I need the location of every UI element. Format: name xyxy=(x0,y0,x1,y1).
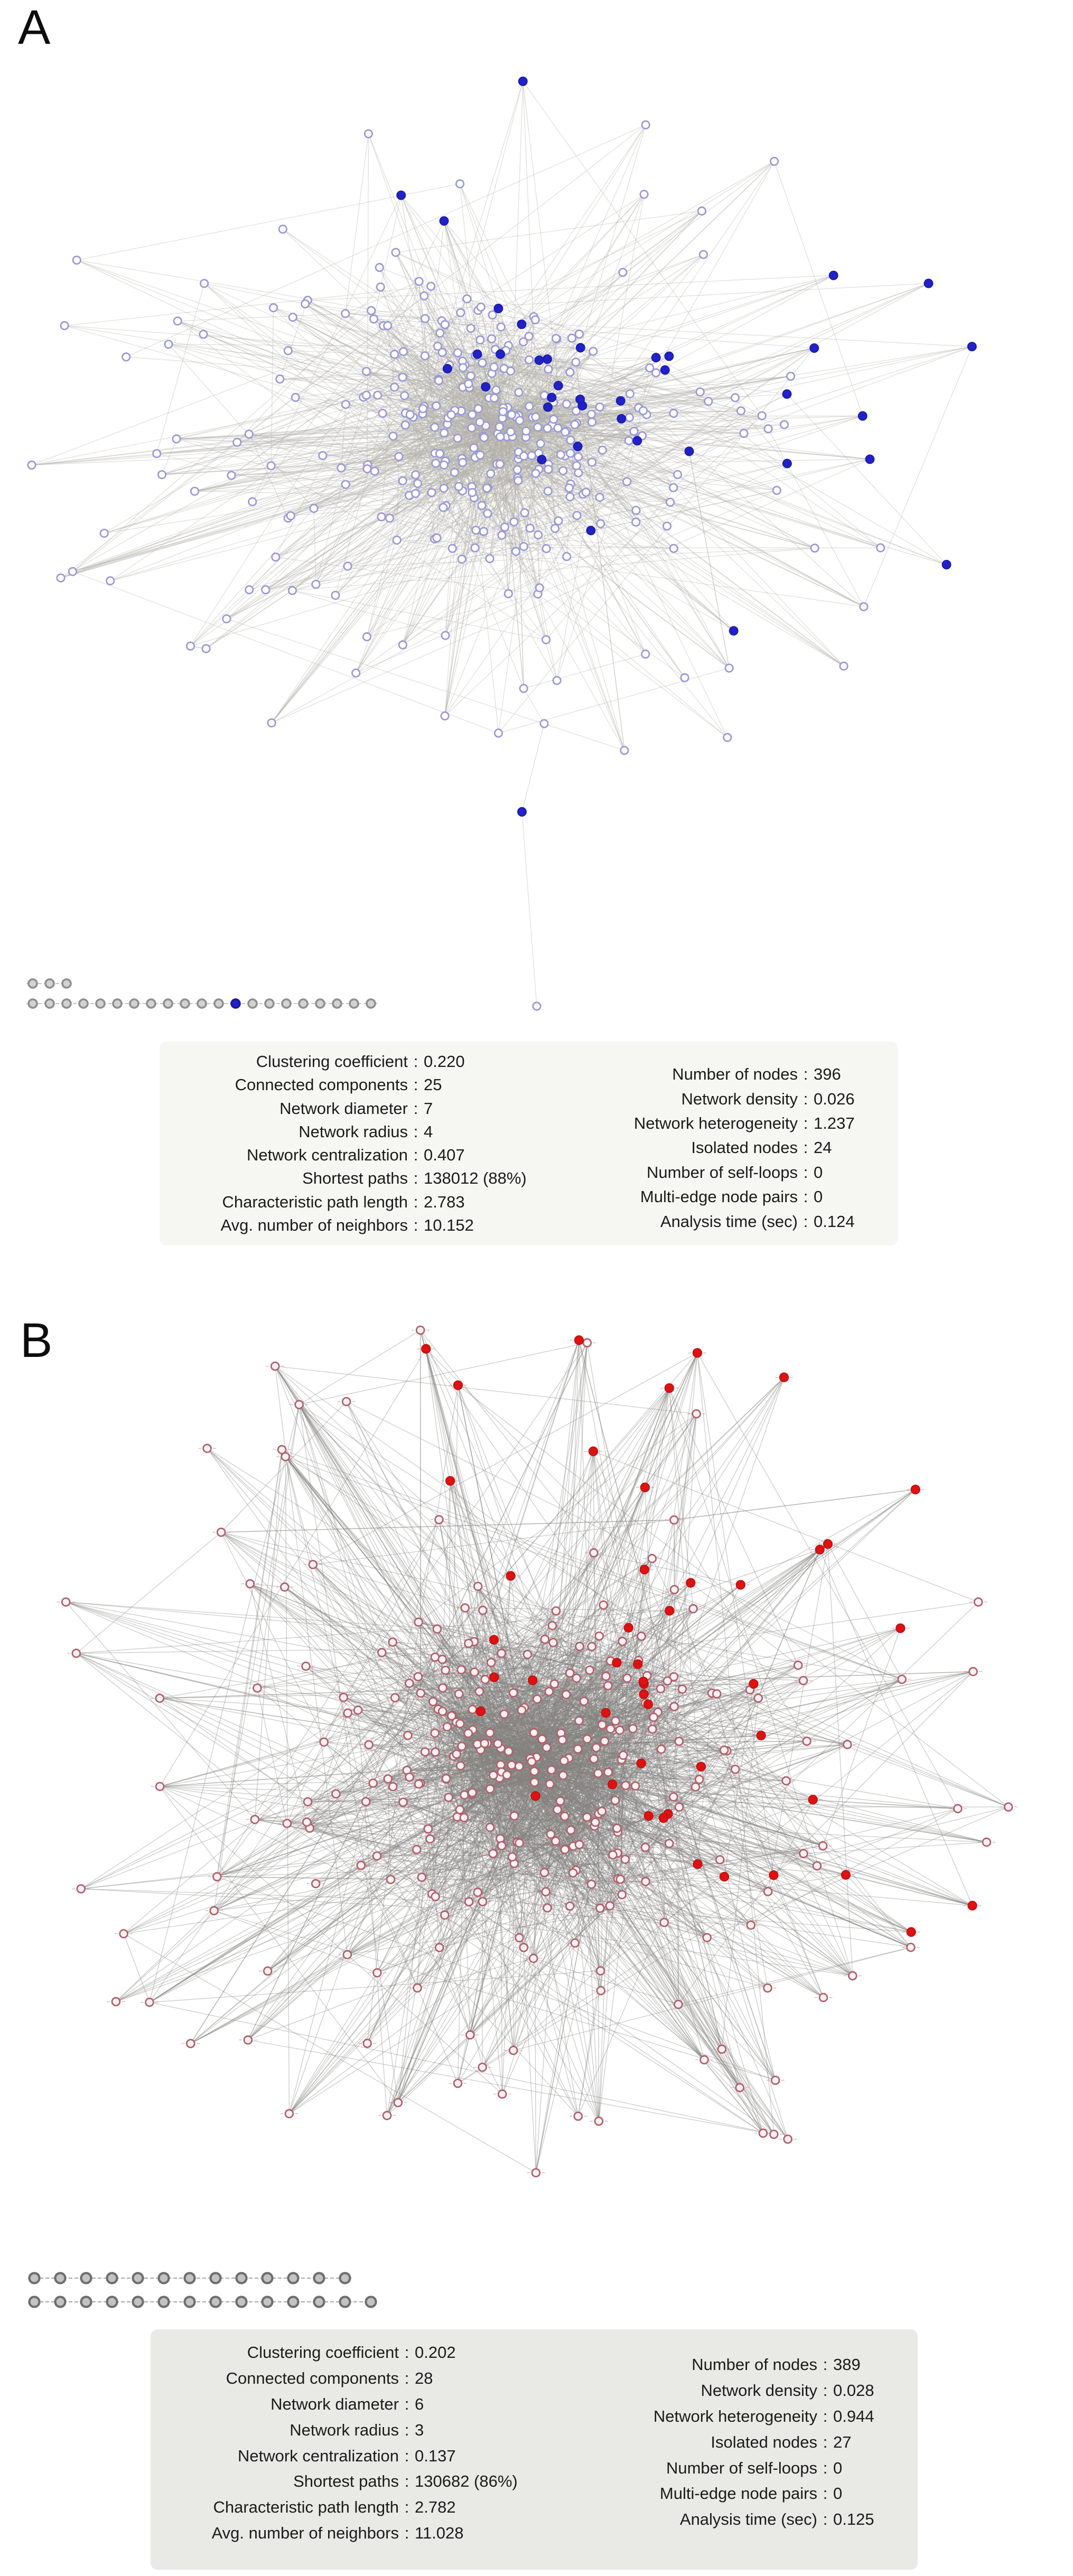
stat-label: Clustering coefficient xyxy=(247,2343,399,2362)
stat-label: Number of self-loops xyxy=(646,1163,798,1182)
stat-row-network-diameter xyxy=(174,1097,544,1120)
stat-value: 0.028 xyxy=(833,2381,874,2400)
stat-row-shortest-paths xyxy=(165,2469,535,2495)
stat-row-multi-edge-node-pairs xyxy=(565,2481,903,2507)
stat-value: 0 xyxy=(833,2458,843,2477)
stat-row-shortest-paths xyxy=(174,1167,544,1190)
stat-label: Analysis time (sec) xyxy=(660,1212,798,1231)
stat-label: Clustering coefficient xyxy=(256,1052,408,1071)
stat-value: 4 xyxy=(424,1122,433,1141)
stat-label: Connected components xyxy=(235,1075,408,1094)
stat-label: Isolated nodes xyxy=(711,2432,817,2451)
stat-colon: : xyxy=(404,2523,409,2542)
stat-row-network-centralization xyxy=(165,2443,535,2469)
stat-colon: : xyxy=(823,2406,828,2425)
stat-row-avg-number-of-neighbors xyxy=(174,1214,544,1237)
stat-value: 396 xyxy=(814,1065,841,1084)
stat-colon: : xyxy=(404,2446,409,2465)
stat-label: Number of nodes xyxy=(672,1065,798,1084)
stat-label: Network diameter xyxy=(270,2394,399,2413)
stat-value: 0 xyxy=(814,1163,823,1182)
stat-colon: : xyxy=(413,1215,418,1234)
network-a-stats-box xyxy=(160,1042,898,1245)
stat-row-analysis-time-sec- xyxy=(545,1209,883,1233)
stat-value: 0.026 xyxy=(814,1089,855,1108)
stat-row-network-centralization xyxy=(174,1144,544,1167)
stat-colon: : xyxy=(803,1065,808,1084)
stat-colon: : xyxy=(823,2510,828,2529)
stat-value: 24 xyxy=(814,1138,832,1157)
stat-value: 0 xyxy=(814,1187,823,1206)
stat-colon: : xyxy=(404,2394,409,2413)
stat-value: 0.137 xyxy=(415,2446,456,2465)
stat-value: 0 xyxy=(833,2484,843,2503)
stat-row-network-diameter xyxy=(165,2392,535,2418)
stat-colon: : xyxy=(823,2355,828,2374)
stat-colon: : xyxy=(413,1146,418,1165)
stat-colon: : xyxy=(404,2472,409,2491)
stat-colon: : xyxy=(823,2484,828,2503)
stat-label: Shortest paths xyxy=(302,1169,408,1188)
stat-colon: : xyxy=(823,2458,828,2477)
stat-colon: : xyxy=(823,2381,828,2400)
stat-row-isolated-nodes xyxy=(545,1136,883,1160)
stat-colon: : xyxy=(413,1122,418,1141)
stat-value: 130682 (86%) xyxy=(415,2472,518,2491)
stat-row-number-of-self-loops xyxy=(545,1160,883,1185)
stat-colon: : xyxy=(803,1113,808,1132)
stat-row-network-radius xyxy=(165,2417,535,2443)
stat-row-characteristic-path-length xyxy=(174,1191,544,1214)
stat-colon: : xyxy=(803,1138,808,1157)
stat-value: 6 xyxy=(415,2394,424,2413)
stat-row-clustering-coefficient xyxy=(174,1050,544,1073)
stat-row-network-radius xyxy=(174,1120,544,1144)
stat-label: Network centralization xyxy=(238,2446,399,2465)
stat-colon: : xyxy=(404,2369,409,2388)
stat-value: 11.028 xyxy=(415,2523,464,2542)
stat-colon: : xyxy=(803,1163,808,1182)
edges-layer xyxy=(32,81,972,1006)
stat-value: 0.220 xyxy=(424,1052,465,1071)
stat-label: Network heterogeneity xyxy=(633,1113,798,1132)
stat-label: Network radius xyxy=(298,1122,408,1141)
stat-label: Network radius xyxy=(290,2420,399,2439)
stat-label: Avg. number of neighbors xyxy=(211,2523,399,2542)
stat-value: 0.407 xyxy=(424,1146,465,1165)
stat-label: Analysis time (sec) xyxy=(679,2510,817,2529)
stat-value: 389 xyxy=(833,2355,861,2374)
stats-column-right xyxy=(545,1050,883,1237)
stat-colon: : xyxy=(803,1212,808,1231)
stat-value: 0.124 xyxy=(814,1212,855,1231)
network-a-canvas xyxy=(0,0,1073,1025)
stat-row-number-of-nodes xyxy=(565,2352,903,2378)
stat-row-clustering-coefficient xyxy=(165,2340,535,2366)
stat-row-multi-edge-node-pairs xyxy=(545,1185,883,1209)
stats-column-left xyxy=(165,2340,535,2561)
stat-value: 2.783 xyxy=(424,1192,465,1211)
isolated-nodes-layer xyxy=(26,979,377,1008)
stat-value: 138012 (88%) xyxy=(424,1169,527,1188)
stat-row-number-of-nodes xyxy=(545,1062,883,1086)
stat-label: Network diameter xyxy=(279,1099,408,1118)
stat-value: 28 xyxy=(415,2369,433,2388)
panel-a-label: A xyxy=(18,1,51,54)
stat-colon: : xyxy=(413,1169,418,1188)
stat-colon: : xyxy=(413,1099,418,1118)
stat-colon: : xyxy=(823,2432,828,2451)
stat-row-network-heterogeneity xyxy=(545,1111,883,1136)
stat-row-connected-components xyxy=(165,2366,535,2392)
stat-row-characteristic-path-length xyxy=(165,2495,535,2521)
stat-row-network-heterogeneity xyxy=(565,2404,903,2430)
stat-label: Characteristic path length xyxy=(222,1192,408,1211)
stat-label: Characteristic path length xyxy=(213,2498,399,2517)
stat-row-avg-number-of-neighbors xyxy=(165,2521,535,2546)
stat-value: 1.237 xyxy=(814,1113,855,1132)
stat-value: 7 xyxy=(424,1099,433,1118)
stat-row-number-of-self-loops xyxy=(565,2455,903,2481)
stat-label: Network density xyxy=(701,2381,817,2400)
stats-column-left xyxy=(174,1050,544,1237)
network-b-canvas xyxy=(0,1289,1073,2313)
stat-label: Network heterogeneity xyxy=(653,2406,817,2425)
stat-colon: : xyxy=(803,1187,808,1206)
stat-label: Connected components xyxy=(226,2369,399,2388)
stat-label: Isolated nodes xyxy=(691,1138,798,1157)
stat-label: Avg. number of neighbors xyxy=(220,1215,408,1234)
stat-label: Shortest paths xyxy=(293,2472,399,2491)
isolated-nodes-layer xyxy=(28,2273,377,2307)
stat-label: Multi-edge node pairs xyxy=(659,2484,817,2503)
stat-value: 0.125 xyxy=(833,2510,874,2529)
stat-colon: : xyxy=(413,1192,418,1211)
stat-colon: : xyxy=(803,1089,808,1108)
stat-label: Number of nodes xyxy=(692,2355,817,2374)
stat-colon: : xyxy=(413,1052,418,1071)
stat-colon: : xyxy=(413,1075,418,1094)
stat-value: 10.152 xyxy=(424,1215,474,1234)
stat-colon: : xyxy=(404,2343,409,2362)
stat-value: 0.202 xyxy=(415,2343,456,2362)
stats-column-right xyxy=(565,2340,903,2561)
stat-colon: : xyxy=(404,2498,409,2517)
network-b-stats-box xyxy=(151,2329,918,2570)
stat-label: Network density xyxy=(681,1089,798,1108)
stat-row-network-density xyxy=(565,2378,903,2404)
stat-value: 3 xyxy=(415,2420,424,2439)
stat-label: Multi-edge node pairs xyxy=(640,1187,798,1206)
stat-colon: : xyxy=(404,2420,409,2439)
stat-label: Network centralization xyxy=(247,1146,408,1165)
stat-value: 27 xyxy=(833,2432,852,2451)
stat-value: 25 xyxy=(424,1075,442,1094)
stat-row-network-density xyxy=(545,1086,883,1111)
stat-label: Number of self-loops xyxy=(666,2458,817,2477)
stat-row-connected-components xyxy=(174,1073,544,1097)
stat-row-analysis-time-sec- xyxy=(565,2507,903,2533)
stat-value: 0.944 xyxy=(833,2406,874,2425)
stat-row-isolated-nodes xyxy=(565,2429,903,2455)
panel-b-label: B xyxy=(20,1314,53,1367)
figure-panel-b xyxy=(0,1289,1073,2576)
stat-value: 2.782 xyxy=(415,2498,456,2517)
